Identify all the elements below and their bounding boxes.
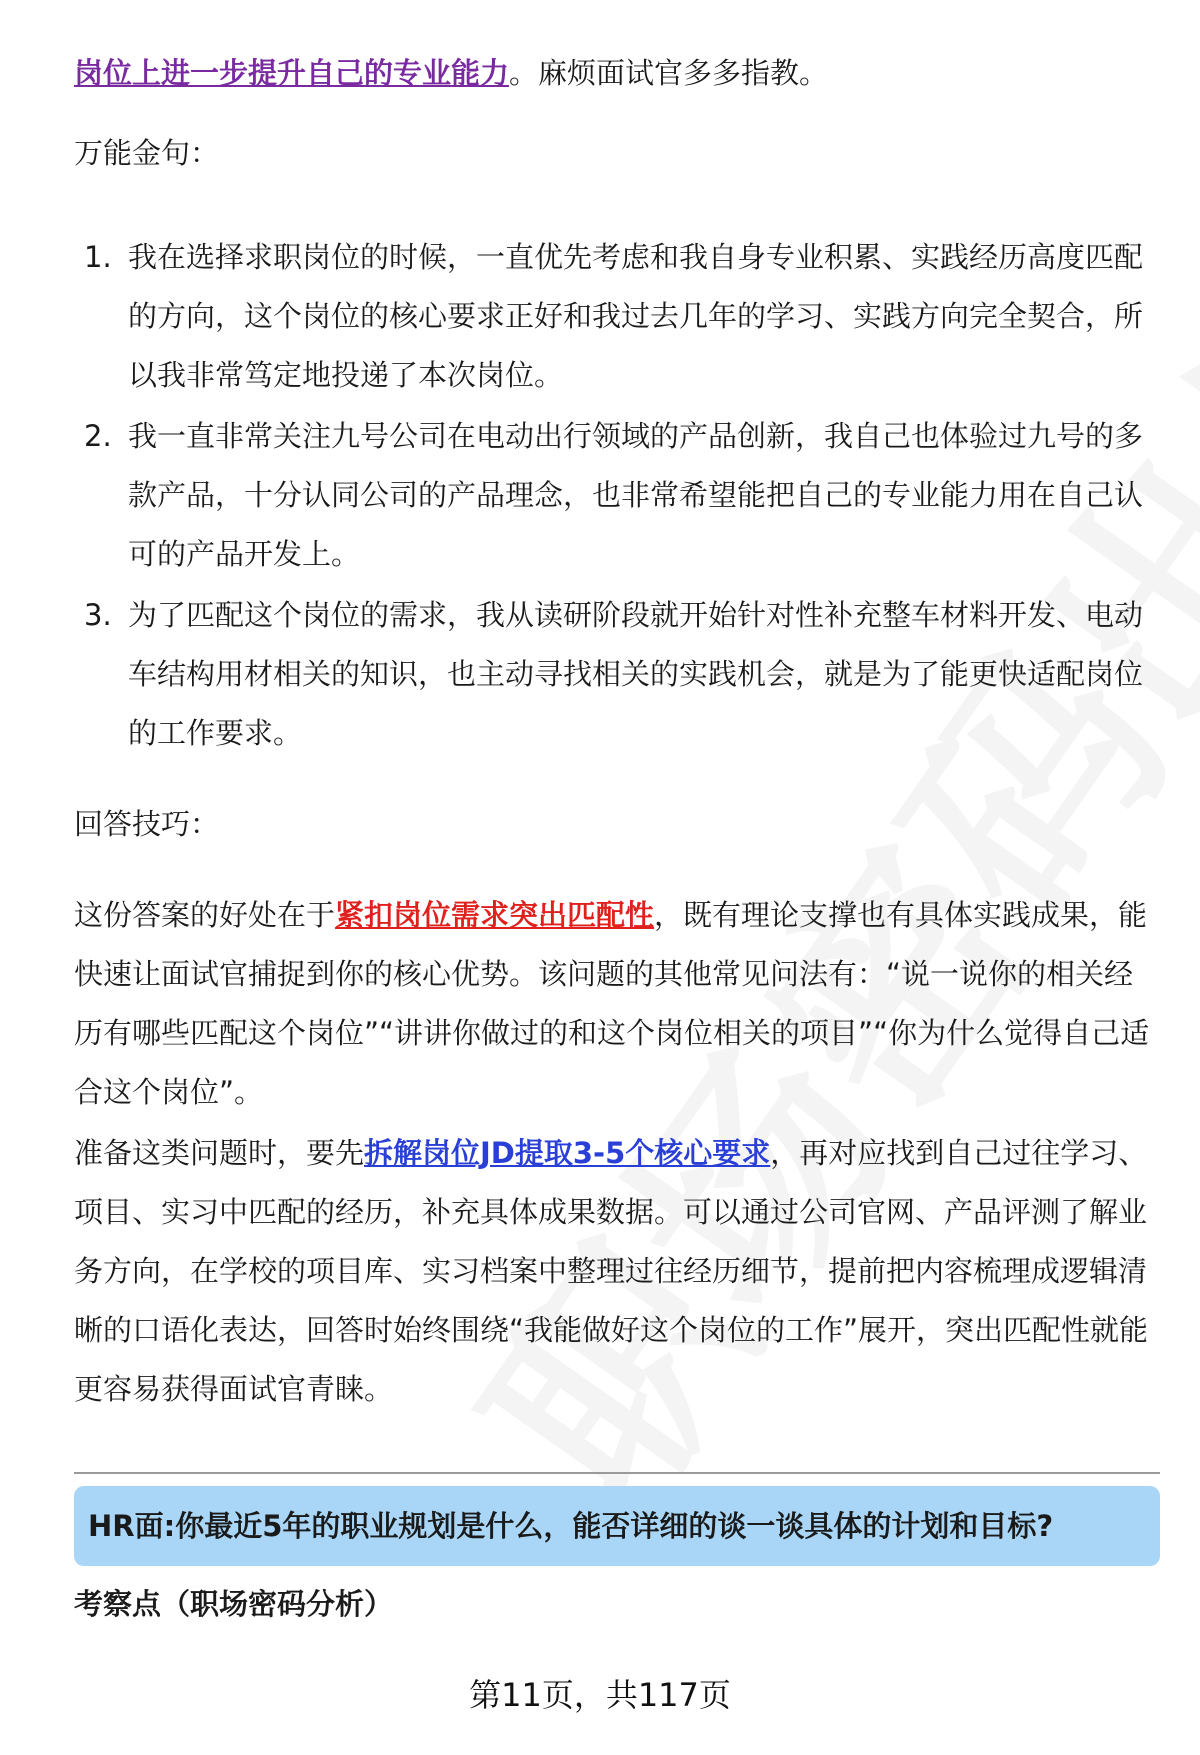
- tips-heading: 回答技巧：: [74, 807, 220, 841]
- tips-p1-after: ，既有理论支撑也有具体实践成果，能快速让面试官捕捉到你的核心优势。该问题的其他常见问法有：“说一说你的相关经历有哪些匹配这个岗位”“讲讲你做过的和这个岗位相关的项目”“你为什么觉得自己适合这个岗位”。: [74, 898, 1150, 1109]
- list-number: 3.: [84, 598, 112, 632]
- section-title: 考察点（职场密码分析）: [74, 1587, 394, 1621]
- tips-paragraph-2: [74, 1124, 1150, 1419]
- list-number: 2.: [84, 419, 112, 453]
- tips-p2-before: 准备这类问题时，要先: [74, 1136, 365, 1170]
- tips-p1-before: 这份答案的好处在于: [74, 898, 336, 932]
- list-item: [74, 228, 1150, 405]
- list-text: 我在选择求职岗位的时候，一直优先考虑和我自身专业积累、实践经历高度匹配的方向，这个岗位的核心要求正好和我过去几年的学习、实践方向完全契合，所以我非常笃定地投递了本次岗位。: [128, 240, 1144, 392]
- intro-rest: 。麻烦面试官多多指教。: [509, 56, 829, 90]
- golden-list: [74, 228, 1150, 765]
- tips-p2-after: ，再对应找到自己过往学习、项目、实习中匹配的经历，补充具体成果数据。可以通过公司官网、产品评测了解业务方向，在学校的项目库、实习档案中整理过往经历细节，提前把内容梳理成逻辑清晰的口语化表达，回答时始终围绕“我能做好这个岗位的工作”展开，突出匹配性就能更容易获得面试官青睐。: [74, 1136, 1149, 1406]
- tips-paragraph-1: [74, 886, 1150, 1122]
- list-item: [74, 407, 1150, 584]
- list-item: [74, 586, 1150, 763]
- intro-highlight: 岗位上进一步提升自己的专业能力: [74, 56, 510, 90]
- tips-p2-highlight: 拆解岗位JD提取3-5个核心要求: [364, 1136, 771, 1170]
- divider: [74, 1472, 1160, 1474]
- golden-heading: 万能金句：: [74, 136, 220, 170]
- page-footer: 第11页，共117页: [469, 1676, 731, 1714]
- list-number: 1.: [84, 240, 112, 274]
- list-text: 我一直非常关注九号公司在电动出行领域的产品创新，我自己也体验过九号的多款产品，十分认同公司的产品理念，也非常希望能把自己的专业能力用在自己认可的产品开发上。: [128, 419, 1144, 571]
- hr-question-box: HR面:你最近5年的职业规划是什么，能否详细的谈一谈具体的计划和目标?: [74, 1486, 1160, 1566]
- list-text: 为了匹配这个岗位的需求，我从读研阶段就开始针对性补充整车材料开发、电动车结构用材相关的知识，也主动寻找相关的实践机会，就是为了能更快适配岗位的工作要求。: [128, 598, 1144, 750]
- intro-line: [74, 44, 1150, 103]
- tips-p1-highlight: 紧扣岗位需求突出匹配性: [335, 898, 655, 932]
